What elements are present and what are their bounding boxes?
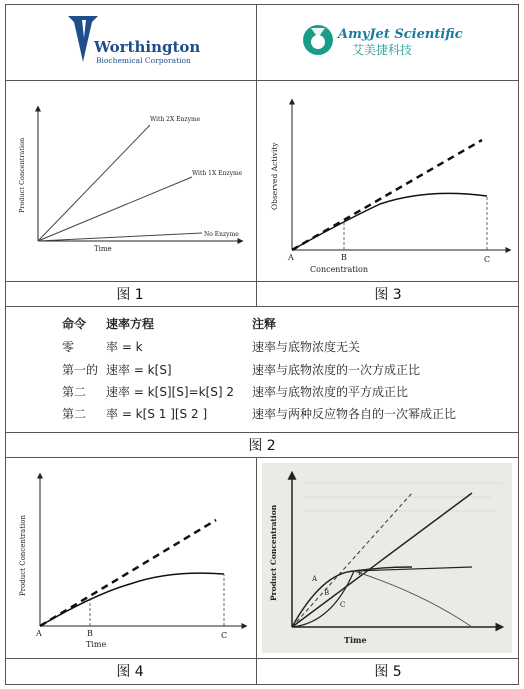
- divider-v-bottom: [256, 457, 257, 684]
- header-rate-equation: 速率方程: [106, 317, 155, 331]
- cell-note: 速率与两种反应物各自的一次幂成正比: [252, 407, 457, 421]
- caption-fig5: 图 5: [374, 664, 402, 680]
- cell-equation: 速率 = k[S][S]=k[S] 2: [106, 385, 235, 399]
- x-axis-label: Time: [94, 245, 112, 253]
- divider-h1: [5, 80, 519, 81]
- header-notes: 注释: [252, 317, 277, 331]
- point-b: B: [324, 589, 330, 597]
- rate-equation-table: [0, 309, 524, 433]
- divider-v-top: [256, 4, 257, 306]
- y-axis-label: Product Concentration: [18, 137, 26, 213]
- point-b: B: [341, 253, 347, 262]
- table-row: [0, 338, 524, 360]
- figure-5: [262, 463, 512, 653]
- y-axis-label: Product Concentration: [19, 515, 27, 596]
- table-row: [0, 361, 524, 383]
- point-a: A: [36, 629, 42, 638]
- caption-fig3: 图 3: [374, 287, 402, 303]
- cell-equation: 速率 = k[S]: [106, 363, 172, 377]
- point-c: C: [221, 631, 228, 640]
- point-e: E: [358, 569, 364, 577]
- figure-1: [10, 95, 250, 263]
- divider-h6: [5, 658, 519, 659]
- worthington-logo: [60, 10, 200, 72]
- y-axis-label: Observed Activity: [270, 142, 279, 210]
- point-a: A: [288, 253, 294, 262]
- cell-order: 第二: [62, 407, 87, 421]
- cell-equation: 率 = k[S 1 ][S 2 ]: [106, 407, 208, 421]
- line-no-enzyme: [38, 233, 202, 241]
- scan-background: [262, 463, 512, 653]
- line-2x-enzyme: [38, 125, 150, 241]
- point-b: B: [87, 629, 93, 638]
- cell-equation: 率 = k: [106, 340, 143, 354]
- amyjet-name: AmyJet Scientific: [338, 27, 463, 42]
- border-top: [5, 4, 519, 5]
- point-c: C: [484, 255, 491, 264]
- cell-note: 速率与底物浓度的一次方成正比: [252, 363, 421, 377]
- label-2x-enzyme: With 2X Enzyme: [150, 116, 201, 123]
- cell-order: 零: [62, 340, 75, 354]
- y-axis-label: Product Concentration: [269, 504, 278, 601]
- cell-note: 速率与底物浓度的平方成正比: [252, 385, 409, 399]
- caption-fig1: 图 1: [116, 287, 144, 303]
- table-row: [0, 383, 524, 405]
- border-bottom: [5, 684, 519, 685]
- caption-fig2: 图 2: [248, 438, 276, 454]
- worthington-name: Worthington: [94, 38, 200, 56]
- label-1x-enzyme: With 1X Enzyme: [192, 170, 243, 177]
- figure-3: [262, 92, 514, 277]
- table-row: [0, 405, 524, 427]
- observed-curve: [292, 193, 487, 250]
- amyjet-sub: 艾美捷科技: [352, 43, 413, 57]
- header-order: 命令: [62, 317, 87, 331]
- figure-4: [10, 466, 250, 654]
- cell-order: 第二: [62, 385, 87, 399]
- caption-fig4: 图 4: [116, 664, 144, 680]
- worthington-sub: Biochemical Corporation: [96, 56, 191, 65]
- cell-note: 速率与底物浓度无关: [252, 340, 361, 354]
- divider-h3: [5, 306, 519, 307]
- cell-order: 第一的: [62, 363, 99, 377]
- label-no-enzyme: No Enzyme: [204, 231, 239, 238]
- x-axis-label: Time: [344, 635, 367, 645]
- divider-h5: [5, 457, 519, 458]
- divider-h2: [5, 281, 519, 282]
- point-a: A: [312, 575, 318, 583]
- product-curve: [40, 573, 224, 626]
- table-header-row: [0, 315, 524, 337]
- x-axis-label: Time: [86, 640, 107, 649]
- x-axis-label: Concentration: [310, 265, 369, 274]
- line-1x-enzyme: [38, 177, 192, 241]
- amyjet-logo: [300, 18, 480, 62]
- point-c: C: [340, 601, 346, 609]
